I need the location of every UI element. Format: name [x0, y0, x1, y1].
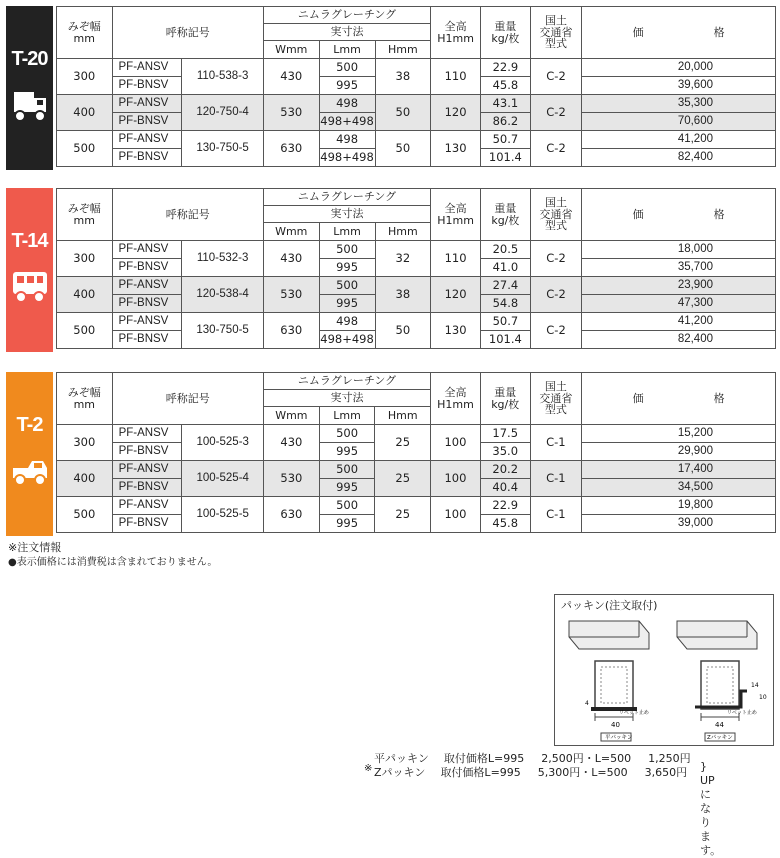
- cell-price: 18,000: [582, 241, 776, 259]
- col-header-weight: 重量 kg/枚: [480, 373, 530, 425]
- col-header-height: 全高 H1mm: [431, 189, 481, 241]
- cell-mlit-type: C-2: [530, 241, 582, 277]
- cell-weight: 50.7: [480, 131, 530, 149]
- cell-weight: 40.4: [480, 479, 530, 497]
- cell-weight: 22.9: [480, 59, 530, 77]
- cell-price: 19,800: [582, 497, 776, 515]
- cell-weight: 22.9: [480, 497, 530, 515]
- cell-height: 120: [431, 277, 481, 313]
- cell-model: PF-BNSV: [112, 295, 182, 313]
- col-header-h: Hmm: [375, 41, 431, 59]
- cell-width: 300: [57, 241, 113, 277]
- cell-price: 39,600: [582, 77, 776, 95]
- cell-h: 50: [375, 131, 431, 167]
- cell-price: 17,400: [582, 461, 776, 479]
- col-header-l: Lmm: [319, 407, 375, 425]
- cell-l: 995: [319, 77, 375, 95]
- table-row: [57, 277, 776, 295]
- cell-height: 130: [431, 313, 481, 349]
- cell-width: 300: [57, 425, 113, 461]
- cell-code: 120-750-4: [182, 95, 264, 131]
- cell-height: 110: [431, 241, 481, 277]
- cell-weight: 50.7: [480, 313, 530, 331]
- col-header-grating: ニムラグレーチング: [263, 7, 430, 24]
- load-class-tab-t20: [6, 6, 53, 170]
- dim-10: 10: [759, 694, 767, 701]
- col-header-l: Lmm: [319, 41, 375, 59]
- cell-code: 120-538-4: [182, 277, 264, 313]
- z-packing-price-row: [360, 766, 691, 780]
- col-header-height: 全高 H1mm: [431, 373, 481, 425]
- cell-model: PF-ANSV: [112, 313, 182, 331]
- cell-price: 15,200: [582, 425, 776, 443]
- col-header-width: みぞ幅 mm: [57, 7, 113, 59]
- cell-width: 400: [57, 277, 113, 313]
- dim-4: 4: [585, 700, 589, 707]
- cell-width: 300: [57, 59, 113, 95]
- cell-w: 430: [263, 59, 319, 95]
- col-header-weight: 重量 kg/枚: [480, 7, 530, 59]
- cell-mlit-type: C-1: [530, 461, 582, 497]
- cell-model: PF-BNSV: [112, 443, 182, 461]
- col-header-grating: ニムラグレーチング: [264, 373, 431, 390]
- cell-code: 110-538-3: [182, 59, 264, 95]
- cell-h: 50: [375, 313, 431, 349]
- cell-weight: 45.8: [480, 515, 530, 533]
- cell-price: 39,000: [582, 515, 776, 533]
- col-header-height: 全高 H1mm: [431, 7, 481, 59]
- col-header-width: みぞ幅 mm: [57, 373, 113, 425]
- table-row: [57, 95, 776, 113]
- cell-price: 47,300: [582, 295, 776, 313]
- cell-model: PF-ANSV: [112, 497, 182, 515]
- cell-width: 500: [57, 497, 113, 533]
- cell-model: PF-ANSV: [112, 59, 182, 77]
- tax-note: ●表示価格には消費税は含まれておりません。: [8, 557, 218, 568]
- col-header-designation: 呼称記号: [112, 373, 263, 425]
- order-notes: [8, 540, 217, 570]
- col-header-actual-size: 実寸法: [263, 206, 430, 223]
- cell-code: 100-525-3: [182, 425, 264, 461]
- notes-title: ※注文情報: [8, 541, 62, 554]
- table-row: [57, 425, 776, 443]
- cell-w: 530: [263, 277, 319, 313]
- cell-weight: 20.2: [480, 461, 530, 479]
- cell-l: 500: [319, 497, 375, 515]
- price-header-a: 価: [632, 25, 644, 39]
- cell-model: PF-BNSV: [112, 331, 182, 349]
- cell-mlit-type: C-2: [530, 277, 582, 313]
- cell-l: 500: [319, 277, 375, 295]
- cell-price: 23,900: [582, 277, 776, 295]
- flat-packing-price-995: 2,500円・L=500: [541, 752, 632, 765]
- truck-icon: [10, 86, 50, 126]
- packing-diagram: [554, 594, 774, 746]
- cell-height: 110: [431, 59, 481, 95]
- col-header-weight: 重量 kg/枚: [480, 189, 530, 241]
- cell-w: 530: [264, 461, 320, 497]
- cell-model: PF-ANSV: [112, 461, 182, 479]
- flat-packing-desc: 取付価格L=995: [443, 752, 525, 765]
- load-class-tab-t2: [6, 372, 53, 536]
- flat-packing-caption: 平パッキン: [605, 735, 633, 741]
- cell-l: 500: [319, 461, 375, 479]
- table-row: [57, 131, 776, 149]
- section-t14: [6, 188, 776, 352]
- cell-h: 38: [375, 277, 431, 313]
- col-header-width: みぞ幅 mm: [57, 189, 113, 241]
- cell-width: 400: [57, 461, 113, 497]
- price-header-b: 格: [713, 25, 725, 39]
- cell-mlit-type: C-2: [530, 131, 582, 167]
- price-header-b: 格: [713, 207, 725, 221]
- cell-weight: 17.5: [480, 425, 530, 443]
- cell-price: 29,900: [582, 443, 776, 461]
- cell-price: 34,500: [582, 479, 776, 497]
- cell-l: 500: [319, 241, 375, 259]
- packing-price-note: [360, 752, 722, 857]
- flat-packing-price-500: 1,250円: [648, 752, 691, 765]
- cell-price: 70,600: [582, 113, 776, 131]
- rivet-label-left: リベット止め: [619, 710, 649, 716]
- cell-l: 498: [319, 131, 375, 149]
- col-header-price: [582, 373, 776, 425]
- cell-code: 100-525-4: [182, 461, 264, 497]
- dim-40: 40: [611, 721, 620, 729]
- z-packing-price-995: 5,300円・L=500: [537, 766, 628, 779]
- cell-model: PF-ANSV: [112, 425, 182, 443]
- cell-weight: 41.0: [480, 259, 530, 277]
- col-header-h: Hmm: [375, 223, 431, 241]
- col-header-price: [582, 7, 776, 59]
- cell-h: 32: [375, 241, 431, 277]
- cell-width: 500: [57, 131, 113, 167]
- section-t2: [6, 372, 776, 536]
- cell-price: 82,400: [582, 331, 776, 349]
- z-packing-desc: 取付価格L=995: [440, 766, 521, 779]
- packing-cross-section-illustration: [555, 595, 773, 745]
- col-header-w: Wmm: [264, 407, 320, 425]
- cell-height: 100: [431, 461, 481, 497]
- price-header-a: 価: [632, 207, 644, 221]
- col-header-w: Wmm: [263, 223, 319, 241]
- cell-w: 430: [263, 241, 319, 277]
- cell-model: PF-ANSV: [112, 131, 182, 149]
- cell-height: 100: [431, 425, 481, 461]
- cell-model: PF-BNSV: [112, 77, 182, 95]
- col-header-actual-size: 実寸法: [263, 24, 430, 41]
- col-header-actual-size: 実寸法: [264, 390, 431, 407]
- cell-code: 130-750-5: [182, 131, 264, 167]
- packing-title: パッキン(注文取付): [561, 599, 658, 612]
- cell-mlit-type: C-1: [530, 497, 582, 533]
- cell-mlit-type: C-2: [530, 313, 582, 349]
- cell-l: 500: [319, 425, 375, 443]
- cell-model: PF-BNSV: [112, 515, 182, 533]
- spec-table: [56, 372, 776, 533]
- cell-l: 995: [319, 479, 375, 497]
- bus-icon: [10, 266, 50, 306]
- cell-weight: 35.0: [480, 443, 530, 461]
- cell-height: 120: [431, 95, 481, 131]
- col-header-designation: 呼称記号: [112, 7, 263, 59]
- cell-model: PF-ANSV: [112, 241, 182, 259]
- cell-h: 25: [375, 425, 431, 461]
- cell-code: 110-532-3: [182, 241, 264, 277]
- cell-h: 25: [375, 461, 431, 497]
- flat-packing-price-row: [360, 752, 691, 766]
- cell-price: 82,400: [582, 149, 776, 167]
- cell-w: 630: [263, 313, 319, 349]
- spec-table: [56, 188, 776, 349]
- cell-code: 130-750-5: [182, 313, 264, 349]
- cell-l: 498+498: [319, 113, 375, 131]
- cell-w: 630: [263, 131, 319, 167]
- table-row: [57, 241, 776, 259]
- table-row: [57, 59, 776, 77]
- cell-l: 995: [319, 515, 375, 533]
- cell-l: 995: [319, 443, 375, 461]
- table-row: [57, 461, 776, 479]
- col-header-mlit-type: 国土 交通省 型式: [530, 373, 582, 425]
- spec-table: [56, 6, 776, 167]
- cell-mlit-type: C-2: [530, 95, 582, 131]
- cell-h: 38: [375, 59, 431, 95]
- col-header-w: Wmm: [263, 41, 319, 59]
- pickup-truck-icon: [10, 452, 50, 492]
- cell-price: 41,200: [582, 131, 776, 149]
- cell-l: 995: [319, 295, 375, 313]
- cell-height: 130: [431, 131, 481, 167]
- cell-model: PF-BNSV: [112, 479, 182, 497]
- cell-l: 498+498: [319, 331, 375, 349]
- cell-w: 430: [264, 425, 320, 461]
- cell-price: 20,000: [582, 59, 776, 77]
- cell-model: PF-ANSV: [112, 277, 182, 295]
- z-packing-price-500: 3,650円: [644, 766, 688, 779]
- load-class-label: T-14: [11, 230, 48, 252]
- note-mark: ※: [364, 763, 373, 774]
- cell-weight: 27.4: [480, 277, 530, 295]
- load-class-label: T-20: [11, 48, 48, 70]
- cell-model: PF-ANSV: [112, 95, 182, 113]
- cell-mlit-type: C-2: [530, 59, 582, 95]
- table-row: [57, 313, 776, 331]
- cell-weight: 45.8: [480, 77, 530, 95]
- z-packing-caption: Zパッキン: [707, 735, 733, 741]
- col-header-designation: 呼称記号: [112, 189, 263, 241]
- section-t20: [6, 6, 776, 170]
- cell-mlit-type: C-1: [530, 425, 582, 461]
- cell-l: 498+498: [319, 149, 375, 167]
- table-row: [57, 497, 776, 515]
- dim-44: 44: [715, 721, 724, 729]
- cell-code: 100-525-5: [182, 497, 264, 533]
- price-header-b: 格: [713, 391, 725, 405]
- col-header-price: [582, 189, 776, 241]
- cell-l: 500: [319, 59, 375, 77]
- load-class-tab-t14: [6, 188, 53, 352]
- cell-l: 498: [319, 95, 375, 113]
- col-header-grating: ニムラグレーチング: [263, 189, 430, 206]
- col-header-mlit-type: 国土 交通省 型式: [530, 189, 582, 241]
- col-header-h: Hmm: [375, 407, 431, 425]
- cell-weight: 86.2: [480, 113, 530, 131]
- cell-weight: 54.8: [480, 295, 530, 313]
- up-suffix: } UPになります。: [700, 760, 722, 857]
- cell-weight: 20.5: [480, 241, 530, 259]
- cell-price: 35,300: [582, 95, 776, 113]
- z-packing-name: Zパッキン: [374, 766, 426, 779]
- cell-h: 50: [375, 95, 431, 131]
- cell-width: 400: [57, 95, 113, 131]
- cell-model: PF-BNSV: [112, 149, 182, 167]
- col-header-l: Lmm: [319, 223, 375, 241]
- cell-height: 100: [431, 497, 481, 533]
- load-class-label: T-2: [16, 414, 43, 436]
- cell-price: 35,700: [582, 259, 776, 277]
- cell-weight: 101.4: [480, 149, 530, 167]
- cell-h: 25: [375, 497, 431, 533]
- up-suffix-text: UPになります。: [700, 774, 722, 857]
- cell-price: 41,200: [582, 313, 776, 331]
- cell-model: PF-BNSV: [112, 259, 182, 277]
- cell-weight: 43.1: [480, 95, 530, 113]
- cell-l: 995: [319, 259, 375, 277]
- cell-weight: 101.4: [480, 331, 530, 349]
- cell-model: PF-BNSV: [112, 113, 182, 131]
- price-header-a: 価: [632, 391, 644, 405]
- flat-packing-name: 平パッキン: [374, 752, 429, 765]
- col-header-mlit-type: 国土 交通省 型式: [530, 7, 582, 59]
- cell-w: 530: [263, 95, 319, 131]
- cell-width: 500: [57, 313, 113, 349]
- rivet-label-right: リベット止め: [727, 710, 757, 716]
- dim-14: 14: [751, 682, 759, 689]
- cell-w: 630: [264, 497, 320, 533]
- cell-l: 498: [319, 313, 375, 331]
